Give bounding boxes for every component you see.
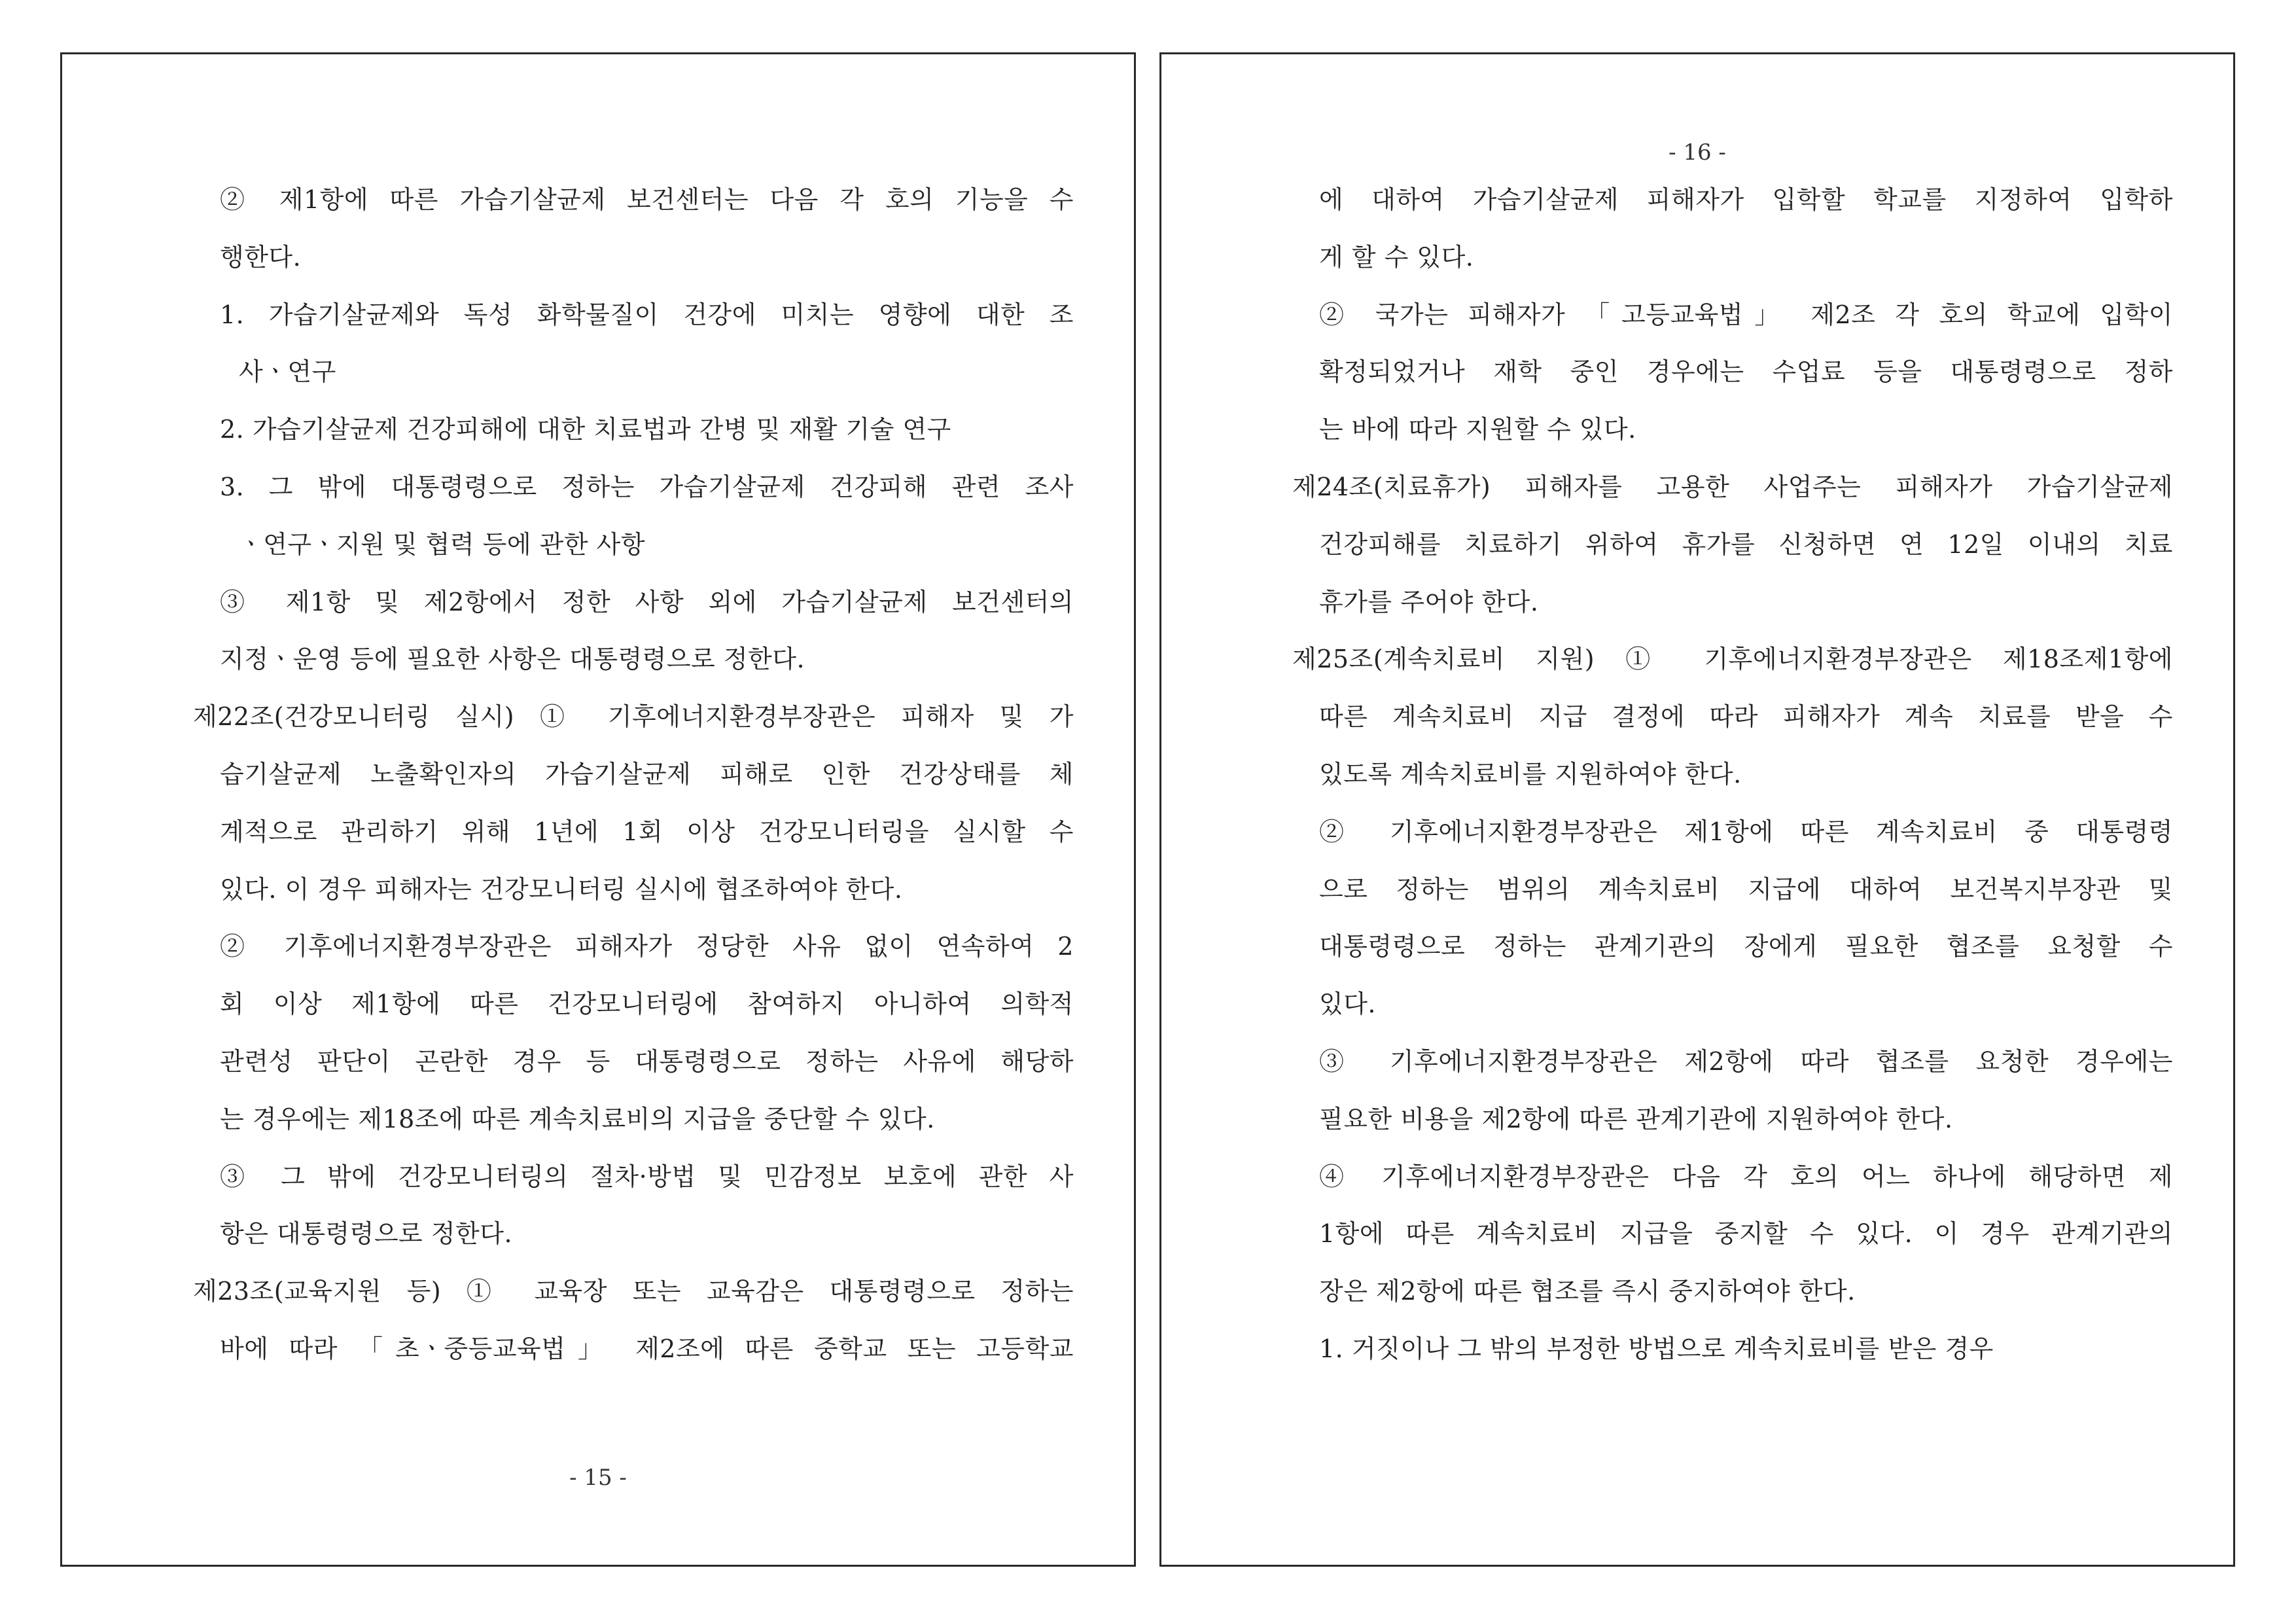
text-line: ④ 기후에너지환경부장관은 다음 각 호의 어느 하나에 해당하면 제 (1319, 1162, 2173, 1191)
text-line: 지정ㆍ운영 등에 필요한 사항은 대통령령으로 정한다. (220, 645, 805, 674)
text-line: 회 이상 제1항에 따른 건강모니터링에 참여하지 아니하여 의학적 (220, 990, 1074, 1019)
text-line: 항은 대통령령으로 정한다. (220, 1219, 513, 1249)
text-line: ③ 그 밖에 건강모니터링의 절차·방법 및 민감정보 보호에 관한 사 (220, 1162, 1074, 1191)
text-line: 관련성 판단이 곤란한 경우 등 대통령령으로 정하는 사유에 해당하 (220, 1047, 1074, 1076)
text-line: 대통령령으로 정하는 관계기관의 장에게 필요한 협조를 요청할 수 (1319, 932, 2173, 961)
text-line: 건강피해를 치료하기 위하여 휴가를 신청하면 연 12일 이내의 치료 (1319, 529, 2173, 559)
right-page-body (1161, 54, 2233, 1565)
text-line: ② 기후에너지환경부장관은 제1항에 따른 계속치료비 중 대통령령 (1319, 817, 2173, 846)
text-line: 확정되었거나 재학 중인 경우에는 수업료 등을 대통령령으로 정하 (1319, 357, 2173, 387)
text-line: 휴가를 주어야 한다. (1319, 587, 1539, 616)
text-line: 에 대하여 가습기살균제 피해자가 입학할 학교를 지정하여 입학하 (1319, 185, 2173, 214)
text-line: 는 바에 따라 지원할 수 있다. (1319, 415, 1636, 444)
text-line: 게 할 수 있다. (1319, 242, 1474, 272)
text-line: 따른 계속치료비 지급 결정에 따라 피해자가 계속 치료를 받을 수 (1319, 702, 2173, 732)
text-line: 2. 가습기살균제 건강피해에 대한 치료법과 간병 및 재활 기술 연구 (220, 415, 951, 444)
text-line: 장은 제2항에 따른 협조를 즉시 중지하여야 한다. (1319, 1277, 1856, 1306)
text-line: 계적으로 관리하기 위해 1년에 1회 이상 건강모니터링을 실시할 수 (220, 817, 1074, 846)
text-line: ② 국가는 피해자가 「고등교육법」 제2조 각 호의 학교에 입학이 (1319, 300, 2173, 329)
text-line: 있도록 계속치료비를 지원하여야 한다. (1319, 760, 1742, 789)
text-line: 으로 정하는 범위의 계속치료비 지급에 대하여 보건복지부장관 및 (1319, 874, 2173, 904)
text-line: ㆍ연구ㆍ지원 및 협력 등에 관한 사항 (239, 529, 646, 559)
text-line: 사ㆍ연구 (239, 357, 336, 387)
text-line: 제25조(계속치료비 지원) ① 기후에너지환경부장관은 제18조제1항에 (1292, 645, 2173, 674)
text-line: 제23조(교육지원 등) ① 교육장 또는 교육감은 대통령령으로 정하는 (193, 1277, 1074, 1306)
text-line: 바에 따라 「초ㆍ중등교육법」 제2조에 따른 중학교 또는 고등학교 (220, 1334, 1074, 1363)
text-line: 는 경우에는 제18조에 따른 계속치료비의 지급을 중단할 수 있다. (220, 1104, 935, 1133)
text-line: ③ 기후에너지환경부장관은 제2항에 따라 협조를 요청한 경우에는 (1319, 1047, 2173, 1076)
text-line: 1. 가습기살균제와 독성 화학물질이 건강에 미치는 영향에 대한 조 (220, 300, 1074, 329)
text-line: 필요한 비용을 제2항에 따른 관계기관에 지원하여야 한다. (1319, 1104, 1953, 1133)
page-number: - 15 - (569, 1465, 627, 1491)
page-number: - 16 - (1669, 139, 1726, 166)
text-line: 1항에 따른 계속치료비 지급을 중지할 수 있다. 이 경우 관계기관의 (1319, 1219, 2173, 1249)
text-line: ② 기후에너지환경부장관은 피해자가 정당한 사유 없이 연속하여 2 (220, 932, 1074, 961)
text-line: 3. 그 밖에 대통령령으로 정하는 가습기살균제 건강피해 관련 조사 (220, 473, 1074, 501)
right-page (1159, 52, 2235, 1567)
text-line: ② 제1항에 따른 가습기살균제 보건센터는 다음 각 호의 기능을 수 (220, 185, 1074, 214)
text-line: ③ 제1항 및 제2항에서 정한 사항 외에 가습기살균제 보건센터의 (220, 587, 1074, 616)
text-line: 제24조(치료휴가) 피해자를 고용한 사업주는 피해자가 가습기살균제 (1292, 473, 2173, 501)
text-line: 있다. 이 경우 피해자는 건강모니터링 실시에 협조하여야 한다. (220, 874, 903, 904)
left-page-body (62, 54, 1134, 1565)
text-line: 있다. (1319, 990, 1376, 1019)
text-line: 습기살균제 노출확인자의 가습기살균제 피해로 인한 건강상태를 체 (220, 760, 1074, 789)
text-line: 1. 거짓이나 그 밖의 부정한 방법으로 계속치료비를 받은 경우 (1319, 1334, 1994, 1363)
text-line: 제22조(건강모니터링 실시) ① 기후에너지환경부장관은 피해자 및 가 (193, 702, 1074, 732)
left-page (60, 52, 1136, 1567)
text-line: 행한다. (220, 242, 302, 272)
